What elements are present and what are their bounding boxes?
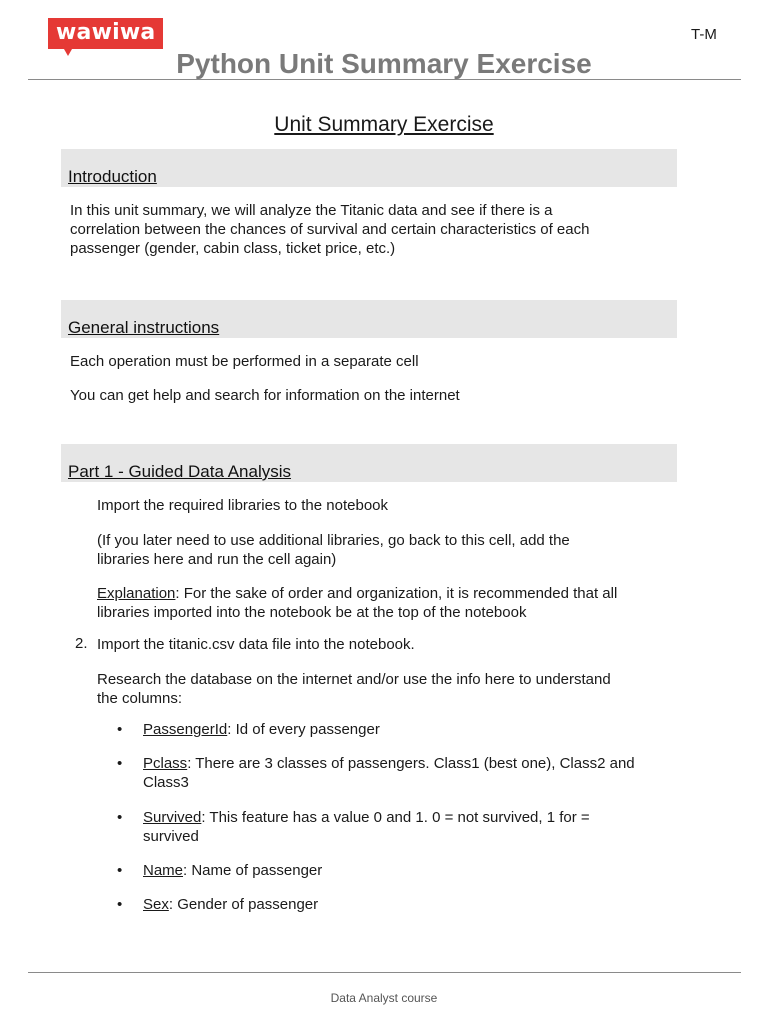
- step1-note: [97, 531, 570, 569]
- column-desc: : Gender of passenger: [168, 896, 319, 913]
- introduction-line: passenger (gender, cabin class, ticket price, etc.): [70, 240, 396, 257]
- column-desc: : Name of passenger: [183, 862, 323, 879]
- introduction-line: In this unit summary, we will analyze the Titanic data and see if there is a: [70, 202, 553, 219]
- column-name: Sex: [143, 896, 169, 913]
- step2-research: [97, 670, 611, 708]
- column-item: [143, 754, 635, 792]
- introduction-text: [70, 201, 589, 258]
- logo-text: wawiwa: [48, 18, 163, 49]
- column-name: Survived: [143, 809, 202, 826]
- column-item: [143, 808, 590, 846]
- general-line-1: Each operation must be performed in a separate cell: [70, 353, 419, 370]
- step2-text: Import the titanic.csv data file into the notebook.: [97, 636, 415, 653]
- column-item: [143, 720, 380, 739]
- exercise-title: Unit Summary Exercise: [274, 113, 494, 136]
- general-line-2: You can get help and search for information on the internet: [70, 387, 460, 404]
- bullet-dot: •: [117, 896, 123, 913]
- column-desc: : There are 3 classes of passengers. Class1 (best one), Class2 and: [187, 755, 635, 772]
- column-name: Name: [143, 862, 184, 879]
- column-item: [143, 861, 322, 880]
- footer-text: Data Analyst course: [330, 991, 438, 1005]
- doc-code: T-M: [691, 26, 717, 43]
- part1-heading-band: [61, 444, 677, 482]
- column-desc: : This feature has a value 0 and 1. 0 = not survived, 1 for =: [201, 809, 590, 826]
- step1-note-line: libraries here and run the cell again): [97, 551, 337, 568]
- introduction-heading: Introduction: [68, 167, 157, 186]
- bullet-dot: •: [117, 862, 123, 879]
- explanation-text: : For the sake of order and organization, it is recommended that all: [175, 585, 618, 602]
- bullet-dot: •: [117, 755, 123, 772]
- research-line: Research the database on the internet and/or use the info here to understand: [97, 671, 611, 688]
- explanation-label: Explanation: [97, 585, 176, 602]
- step2-number: 2.: [75, 635, 88, 652]
- general-heading-band: [61, 300, 677, 338]
- part1-heading: Part 1 - Guided Data Analysis: [68, 462, 292, 481]
- step1-text: Import the required libraries to the notebook: [97, 497, 388, 514]
- introduction-line: correlation between the chances of survival and certain characteristics of each: [70, 221, 590, 238]
- research-line: the columns:: [97, 690, 183, 707]
- bullet-dot: •: [117, 721, 123, 738]
- footer-divider: [28, 972, 741, 973]
- column-name: Pclass: [143, 755, 188, 772]
- column-name: PassengerId: [143, 721, 228, 738]
- bullet-dot: •: [117, 809, 123, 826]
- column-desc-cont: survived: [143, 828, 199, 845]
- column-item: [143, 895, 318, 914]
- step1-note-line: (If you later need to use additional libraries, go back to this cell, add the: [97, 532, 570, 549]
- document-title: Python Unit Summary Exercise: [176, 48, 592, 79]
- general-heading: General instructions: [68, 318, 220, 337]
- explanation-line-2: libraries imported into the notebook be at the top of the notebook: [97, 604, 527, 621]
- step1-explanation: [97, 584, 617, 622]
- column-desc: : Id of every passenger: [227, 721, 380, 738]
- introduction-heading-band: [61, 149, 677, 187]
- header-divider: [28, 79, 741, 80]
- column-desc-cont: Class3: [143, 774, 189, 791]
